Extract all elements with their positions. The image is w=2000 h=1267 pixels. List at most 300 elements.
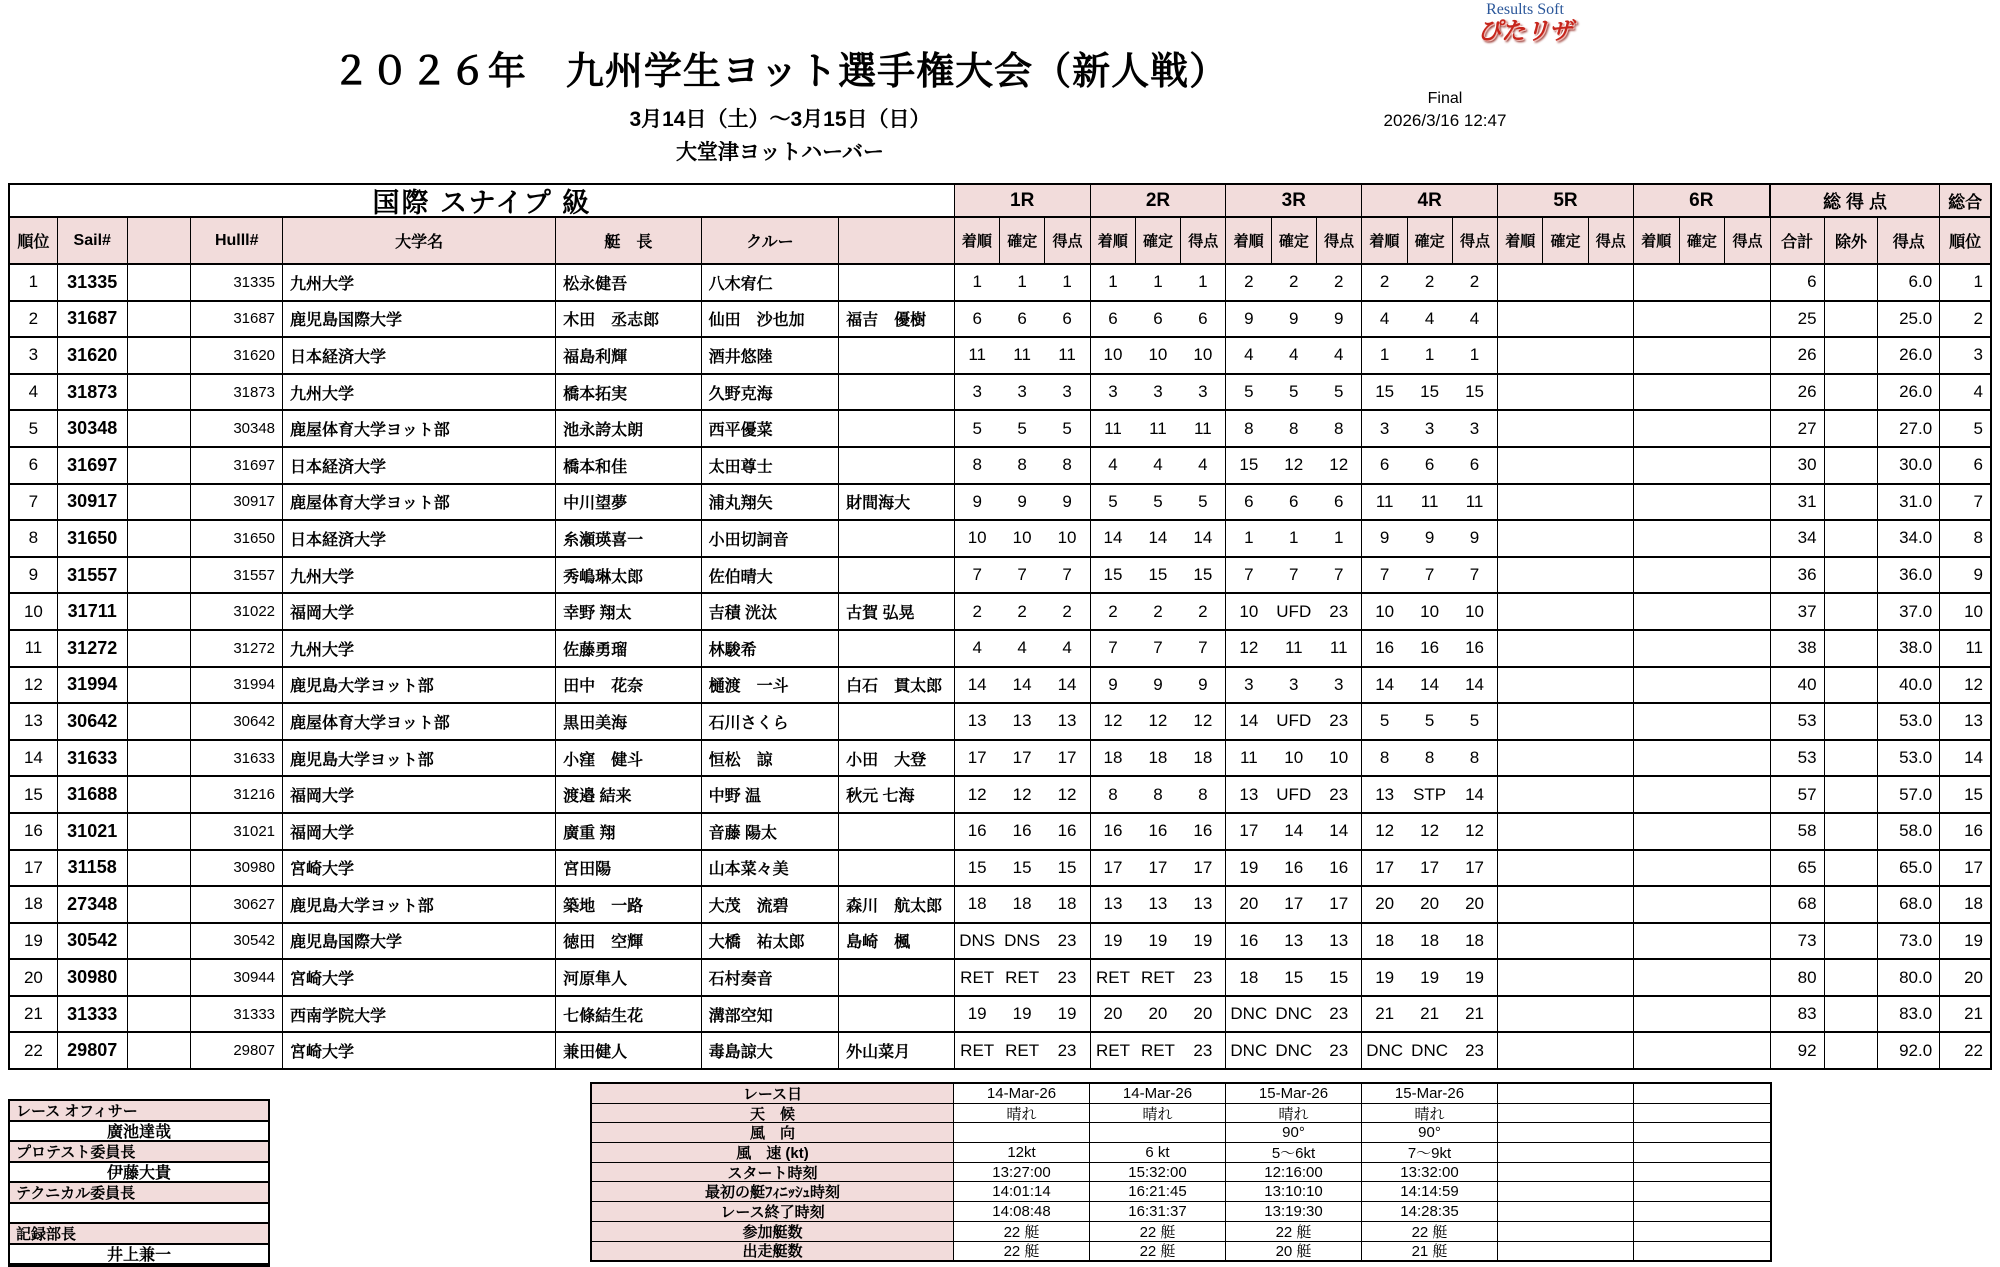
race-result-group <box>1362 814 1498 849</box>
page-header <box>0 40 1560 166</box>
race-result-cell: 4 <box>1379 308 1390 328</box>
race-info-value <box>1634 1084 1770 1103</box>
cell-rank: 22 <box>10 1033 58 1068</box>
cell-total: 26 <box>1771 375 1825 410</box>
race-result-cell <box>1498 338 1543 373</box>
race-result-group <box>1498 338 1634 373</box>
race-info-value <box>1498 1163 1634 1182</box>
race-result-group <box>1362 411 1498 446</box>
race-result-group <box>1091 741 1227 776</box>
race-result-group <box>1634 887 1770 922</box>
race-info-value: 15-Mar-26 <box>1226 1084 1362 1103</box>
race-info-value <box>1498 1242 1634 1261</box>
cell-hull-number: 29807 <box>191 1033 283 1068</box>
table-row <box>10 851 1990 888</box>
race-result-cell: 6 <box>1289 491 1299 511</box>
race-result-cell <box>1724 558 1769 593</box>
race-result-group <box>955 960 1091 995</box>
race-result-cell <box>1634 521 1679 556</box>
race-result-group <box>1634 704 1770 739</box>
cell-blank <box>128 594 192 629</box>
race-result-cell: 11 <box>1149 418 1167 438</box>
race-result-group <box>1362 265 1498 300</box>
race-result-cell <box>1724 997 1769 1032</box>
race-result-group <box>1226 777 1362 812</box>
cell-blank <box>128 1033 192 1068</box>
race-result-cell: 9 <box>1198 674 1208 694</box>
cell-score: 26.0 <box>1878 338 1940 373</box>
race-header-group <box>955 185 1771 216</box>
race-result-cell: 16 <box>1012 821 1032 841</box>
table-row <box>10 375 1990 412</box>
race-result-group <box>1362 375 1498 410</box>
cell-blank <box>128 558 192 593</box>
race-result-cell: 23 <box>1329 601 1349 621</box>
race-result-group <box>1498 997 1634 1032</box>
cell-score: 53.0 <box>1878 741 1940 776</box>
race-result-group <box>1091 924 1227 959</box>
col-header-excluded: 除外 <box>1825 218 1879 263</box>
race-result-cell: 2 <box>1062 601 1072 621</box>
cell-place: 22 <box>1964 1040 1983 1060</box>
race-result-cell <box>1498 265 1543 300</box>
race-result-group <box>1226 558 1362 593</box>
race-result-cell: 12 <box>1375 821 1395 841</box>
race-result-cell: 2 <box>1153 601 1163 621</box>
race-result-cell: 3 <box>1153 382 1163 402</box>
race-results <box>955 741 1771 776</box>
race-result-cell <box>1679 338 1724 373</box>
race-result-cell: 4 <box>1108 455 1118 475</box>
cell-excluded <box>1825 851 1879 886</box>
cell-total: 68 <box>1771 887 1825 922</box>
cell-skipper: 黒田美海 <box>556 704 702 739</box>
race-result-group <box>955 521 1091 556</box>
cell-crew2 <box>839 448 955 483</box>
race-info-row <box>592 1104 1770 1124</box>
table-row <box>10 485 1990 522</box>
race-result-cell: 14 <box>1012 674 1032 694</box>
cell-sail-number: 31687 <box>58 302 128 337</box>
cell-excluded <box>1825 631 1879 666</box>
race-result-group <box>955 997 1091 1032</box>
race-info-values <box>954 1084 1770 1103</box>
cell-rank: 11 <box>10 631 58 666</box>
cell-crew: 毒島諒大 <box>702 1033 840 1068</box>
race-info-value: 晴れ <box>1226 1104 1362 1123</box>
race-result-cell: 13 <box>1057 711 1077 731</box>
cell-crew2: 古賀 弘晃 <box>839 594 955 629</box>
race-result-group <box>1362 521 1498 556</box>
race-info-value: 5～6kt <box>1226 1143 1362 1162</box>
race-result-cell <box>1588 302 1633 337</box>
race-result-cell: 5 <box>1017 418 1027 438</box>
race-result-group <box>955 411 1091 446</box>
race-result-cell <box>1679 851 1724 886</box>
race-result-cell: 14 <box>1103 528 1123 548</box>
cell-hull-number: 31272 <box>191 631 283 666</box>
cell-sail-number: 31711 <box>58 594 128 629</box>
race-info-label: 最初の艇ﾌｨﾆｯｼｭ時刻 <box>592 1182 954 1201</box>
cell-crew: 小田切詞音 <box>702 521 840 556</box>
race-result-group <box>955 668 1091 703</box>
race-result-cell <box>1588 704 1633 739</box>
cell-total: 27 <box>1771 411 1825 446</box>
race-results <box>955 851 1771 886</box>
race-result-group <box>1498 302 1634 337</box>
race-info-label: レース終了時刻 <box>592 1202 954 1221</box>
race-result-cell: RET <box>1096 1040 1130 1060</box>
race-result-group <box>1226 997 1362 1032</box>
cell-hull-number: 31022 <box>191 594 283 629</box>
race-result-cell: 23 <box>1329 784 1349 804</box>
race-result-cell: 16 <box>967 821 987 841</box>
cell-blank <box>128 777 192 812</box>
race-result-cell: 18 <box>1420 930 1440 950</box>
cell-rank: 1 <box>10 265 58 300</box>
race-result-cell: 21 <box>1375 1004 1395 1024</box>
race-result-cell <box>1724 302 1769 337</box>
race-info-value: 16:31:37 <box>1090 1202 1226 1221</box>
race-result-cell <box>1634 777 1679 812</box>
cell-crew2 <box>839 814 955 849</box>
cell-excluded <box>1825 411 1879 446</box>
cell-blank <box>128 960 192 995</box>
race-subheader-cell: 確定 <box>1680 218 1726 263</box>
race-result-cell: UFD <box>1276 601 1312 621</box>
race-result-group <box>1634 777 1770 812</box>
cell-university: 宮崎大学 <box>283 851 556 886</box>
race-result-cell: 8 <box>1333 418 1344 438</box>
table-row <box>10 631 1990 668</box>
col-header-hull: Hulll# <box>191 218 283 263</box>
race-info-value: 22 艇 <box>1362 1222 1498 1241</box>
cell-rank: 3 <box>10 338 58 373</box>
race-result-cell: 19 <box>1465 967 1484 987</box>
race-result-cell: 19 <box>1193 930 1213 950</box>
race-result-group <box>1091 375 1227 410</box>
race-result-group <box>1226 960 1362 995</box>
race-result-cell: 16 <box>1284 857 1304 877</box>
race-result-cell: 18 <box>1103 748 1123 768</box>
race-result-cell: 6 <box>1424 455 1435 475</box>
race-info-row <box>592 1202 1770 1222</box>
cell-excluded <box>1825 1033 1879 1068</box>
race-results <box>955 521 1771 556</box>
race-result-cell <box>1498 960 1543 995</box>
results-table <box>8 183 1992 1070</box>
race-result-cell: 7 <box>1198 638 1208 658</box>
cell-rank: 10 <box>10 594 58 629</box>
race-result-cell <box>1543 814 1588 849</box>
race-result-group <box>1091 704 1227 739</box>
cell-crew: 久野克海 <box>702 375 840 410</box>
race-result-cell <box>1498 485 1543 520</box>
race-result-group <box>1226 704 1362 739</box>
cell-blank <box>128 814 192 849</box>
race-result-cell: 3 <box>1062 382 1072 402</box>
cell-crew2 <box>839 997 955 1032</box>
race-result-cell: 20 <box>1375 894 1395 914</box>
cell-blank <box>128 741 192 776</box>
cell-rank: 14 <box>10 741 58 776</box>
race-subheader-group <box>955 218 1771 263</box>
race-result-group <box>955 887 1091 922</box>
race-subheader-cell: 着順 <box>1634 218 1680 263</box>
race-result-group <box>1498 558 1634 593</box>
race-info-row <box>592 1182 1770 1202</box>
race-column-header: 2R <box>1091 185 1227 216</box>
race-result-cell: 5 <box>1424 711 1435 731</box>
race-column-header: 6R <box>1634 185 1770 216</box>
table-row <box>10 448 1990 485</box>
race-result-cell <box>1588 338 1633 373</box>
cell-sail-number: 31333 <box>58 997 128 1032</box>
race-result-cell: 3 <box>972 382 982 402</box>
race-result-cell <box>1679 302 1724 337</box>
race-result-cell <box>1543 777 1588 812</box>
cell-skipper: 築地 一路 <box>556 887 702 922</box>
race-result-group <box>1362 704 1498 739</box>
race-result-cell: 13 <box>1012 711 1032 731</box>
race-result-cell <box>1588 741 1633 776</box>
cell-crew2: 白石 貫太郎 <box>839 668 955 703</box>
race-result-cell: 16 <box>1193 821 1213 841</box>
race-result-group <box>1634 997 1770 1032</box>
cell-score: 27.0 <box>1878 411 1940 446</box>
race-result-cell: 1 <box>1379 345 1390 365</box>
race-result-cell <box>1634 668 1679 703</box>
cell-university: 福岡大学 <box>283 814 556 849</box>
race-result-cell: 20 <box>1239 894 1259 914</box>
race-result-cell: STP <box>1413 784 1447 804</box>
race-result-cell <box>1498 521 1543 556</box>
race-info-value <box>1634 1163 1770 1182</box>
race-result-cell <box>1634 448 1679 483</box>
cell-crew: 溝部空知 <box>702 997 840 1032</box>
cell-crew: 石川さくら <box>702 704 840 739</box>
race-result-cell: 10 <box>1057 528 1077 548</box>
race-results <box>955 448 1771 483</box>
race-result-cell: 14 <box>1193 528 1213 548</box>
race-result-group <box>1498 814 1634 849</box>
cell-crew2: 島崎 楓 <box>839 924 955 959</box>
cell-skipper: 徳田 空輝 <box>556 924 702 959</box>
race-result-group <box>1498 851 1634 886</box>
race-result-group <box>1226 485 1362 520</box>
race-result-group <box>955 448 1091 483</box>
race-result-cell <box>1679 411 1724 446</box>
cell-score: 25.0 <box>1878 302 1940 337</box>
race-result-cell <box>1679 960 1724 995</box>
race-result-cell <box>1724 375 1769 410</box>
race-info-row <box>592 1123 1770 1143</box>
race-info-table <box>590 1082 1772 1262</box>
race-subheader-cell: 確定 <box>1272 218 1317 263</box>
race-result-group <box>955 302 1091 337</box>
race-result-cell: 8 <box>1379 748 1390 768</box>
race-result-cell <box>1679 485 1724 520</box>
official-title: テクニカル委員長 <box>10 1183 268 1204</box>
cell-rank: 2 <box>10 302 58 337</box>
race-result-cell <box>1543 411 1588 446</box>
cell-total: 73 <box>1771 924 1825 959</box>
table-row <box>10 558 1990 595</box>
officials-table <box>8 1099 270 1267</box>
race-result-group <box>1498 924 1634 959</box>
race-subheader-cell: 得点 <box>1595 233 1626 250</box>
race-result-cell <box>1724 851 1769 886</box>
cell-place: 14 <box>1964 748 1983 768</box>
race-result-group <box>1362 631 1498 666</box>
race-results <box>955 960 1771 995</box>
race-result-cell: 5 <box>1333 382 1344 402</box>
cell-sail-number: 30642 <box>58 704 128 739</box>
cell-skipper: 田中 花奈 <box>556 668 702 703</box>
race-info-value: 22 艇 <box>1090 1242 1226 1261</box>
race-result-group <box>1362 851 1498 886</box>
race-result-cell: 3 <box>1333 674 1344 694</box>
race-result-cell: 4 <box>972 638 982 658</box>
race-result-cell: 8 <box>1153 784 1163 804</box>
race-result-cell <box>1634 485 1679 520</box>
cell-blank <box>128 448 192 483</box>
race-result-cell: 17 <box>1329 894 1349 914</box>
race-result-cell: 16 <box>1057 821 1077 841</box>
race-result-cell: 6 <box>1333 491 1344 511</box>
race-result-cell <box>1498 924 1543 959</box>
race-result-cell <box>1498 594 1543 629</box>
col-header-total: 合計 <box>1771 218 1825 263</box>
cell-skipper: 兼田健人 <box>556 1033 702 1068</box>
race-result-cell <box>1543 302 1588 337</box>
race-result-cell <box>1679 777 1724 812</box>
race-result-cell: 16 <box>1375 638 1395 658</box>
cell-blank <box>128 668 192 703</box>
race-result-cell <box>1634 851 1679 886</box>
cell-crew2: 福吉 優樹 <box>839 302 955 337</box>
cell-blank <box>128 997 192 1032</box>
race-result-cell: 8 <box>1198 784 1208 804</box>
race-result-cell: 2 <box>1469 272 1480 292</box>
race-info-value <box>1634 1104 1770 1123</box>
race-result-cell: 16 <box>1420 638 1440 658</box>
race-result-group <box>955 265 1091 300</box>
race-result-cell: 18 <box>1057 894 1077 914</box>
race-result-cell: 18 <box>1012 894 1032 914</box>
race-result-cell: 3 <box>1108 382 1118 402</box>
race-result-cell: 4 <box>1017 638 1027 658</box>
race-result-cell: 2 <box>1244 272 1254 292</box>
race-result-cell: 19 <box>1012 1004 1032 1024</box>
cell-total: 37 <box>1771 594 1825 629</box>
race-result-group <box>1226 887 1362 922</box>
race-result-cell: 13 <box>1284 930 1304 950</box>
cell-hull-number: 30348 <box>191 411 283 446</box>
race-result-cell <box>1498 704 1543 739</box>
race-result-group <box>1362 1033 1498 1068</box>
race-result-cell <box>1679 668 1724 703</box>
race-result-group <box>1362 302 1498 337</box>
race-info-values <box>954 1143 1770 1162</box>
cell-total: 57 <box>1771 777 1825 812</box>
race-result-cell: 11 <box>1329 638 1348 658</box>
cell-blank <box>128 704 192 739</box>
race-result-cell: 9 <box>1153 674 1163 694</box>
race-result-cell <box>1724 521 1769 556</box>
race-info-value <box>1634 1123 1770 1142</box>
race-info-values <box>954 1242 1770 1261</box>
race-result-cell: 2 <box>1289 272 1299 292</box>
race-result-cell: 15 <box>1420 382 1440 402</box>
race-result-cell: 11 <box>1284 638 1303 658</box>
col-header-university: 大学名 <box>283 218 556 263</box>
race-result-group <box>1226 302 1362 337</box>
cell-sail-number: 31633 <box>58 741 128 776</box>
race-result-cell <box>1543 960 1588 995</box>
race-result-cell <box>1543 1033 1588 1068</box>
race-info-value <box>1634 1143 1770 1162</box>
cell-crew2 <box>839 338 955 373</box>
race-result-cell: 15 <box>1239 455 1259 475</box>
race-subheader-cell: 得点 <box>1732 233 1763 250</box>
cell-total: 25 <box>1771 302 1825 337</box>
race-result-group <box>1226 924 1362 959</box>
cell-crew2: 森川 航太郎 <box>839 887 955 922</box>
cell-hull-number: 31333 <box>191 997 283 1032</box>
race-result-group <box>1498 375 1634 410</box>
cell-total: 26 <box>1771 338 1825 373</box>
race-result-cell <box>1588 814 1633 849</box>
race-result-cell <box>1679 814 1724 849</box>
race-result-cell <box>1543 741 1588 776</box>
cell-total: 92 <box>1771 1033 1825 1068</box>
race-result-cell: 7 <box>1424 565 1435 585</box>
race-subheader <box>1091 218 1227 263</box>
cell-hull-number: 30917 <box>191 485 283 520</box>
race-result-cell: 14 <box>1057 674 1077 694</box>
cell-rank: 15 <box>10 777 58 812</box>
race-result-group <box>1091 960 1227 995</box>
race-result-cell: 19 <box>1148 930 1168 950</box>
cell-rank: 4 <box>10 375 58 410</box>
cell-skipper: 中川望夢 <box>556 485 702 520</box>
race-result-cell: 18 <box>1465 930 1484 950</box>
race-result-cell <box>1588 1033 1633 1068</box>
race-result-group <box>1091 814 1227 849</box>
race-result-cell: 23 <box>1193 1040 1213 1060</box>
official-entry <box>10 1224 268 1265</box>
cell-skipper: 渡邉 結来 <box>556 777 702 812</box>
race-result-cell: 1 <box>1108 272 1118 292</box>
generated-timestamp: 2026/3/16 12:47 <box>1383 111 1507 130</box>
race-result-group <box>1634 302 1770 337</box>
race-result-cell <box>1498 668 1543 703</box>
race-result-cell <box>1679 594 1724 629</box>
race-info-value: 14-Mar-26 <box>1090 1084 1226 1103</box>
cell-university: 日本経済大学 <box>283 521 556 556</box>
cell-place: 13 <box>1964 711 1983 731</box>
race-result-cell: 9 <box>1424 528 1435 548</box>
race-result-group <box>1226 375 1362 410</box>
race-result-cell: 2 <box>1108 601 1118 621</box>
race-result-group <box>1634 338 1770 373</box>
race-info-value <box>1634 1182 1770 1201</box>
race-result-cell: 17 <box>1148 857 1168 877</box>
cell-excluded <box>1825 485 1879 520</box>
cell-excluded <box>1825 704 1879 739</box>
race-result-cell: 5 <box>1244 382 1254 402</box>
